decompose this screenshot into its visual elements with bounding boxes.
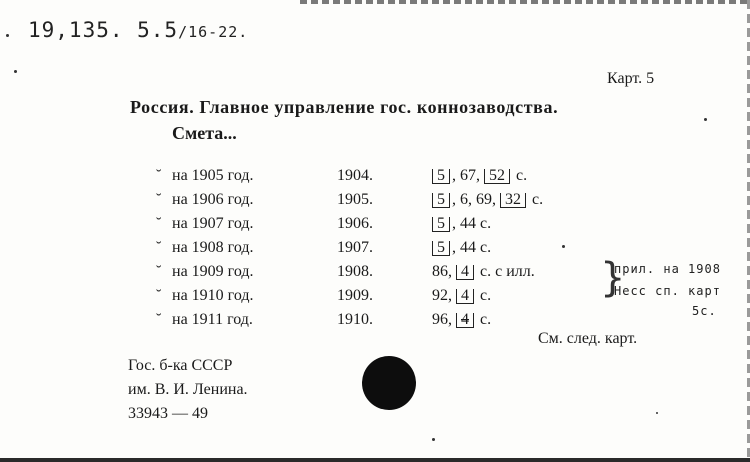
edition-pages: 5 , 44 с. (432, 215, 491, 233)
check-mark: ˘ (156, 287, 162, 304)
check-mark: ˘ (156, 239, 162, 256)
pagination-bracket: 5 (432, 241, 450, 256)
check-mark: ˘ (156, 215, 162, 232)
ink-speck (562, 245, 565, 248)
card-label: Карт. 5 (607, 70, 655, 87)
margin-note-line: Несс сп. карт (614, 284, 721, 298)
edition-title: на 1909 год. (172, 263, 254, 280)
edition-year: 1906. (337, 215, 373, 232)
pagination-bracket: 4 (456, 313, 474, 328)
edition-year: 1910. (337, 311, 373, 328)
card-top-edge (300, 0, 750, 4)
edition-pages: 92, 4 с. (432, 287, 492, 304)
call-number (28, 18, 248, 42)
card-heading: Россия. Главное управление гос. коннозаводства. (130, 97, 559, 117)
card-print-number: 33943 — 49 (128, 405, 208, 422)
check-mark: ˘ (156, 167, 162, 184)
see-next-card-note: См. след. карт. (538, 330, 638, 347)
edition-year: 1904. (337, 167, 373, 184)
pagination-bracket: 52 (484, 169, 510, 184)
check-mark: ˘ (156, 191, 162, 208)
card-bottom-edge (0, 458, 750, 462)
card-heading-continuation: Смета... (172, 123, 237, 143)
library-stamp (128, 354, 248, 426)
pagination-bracket: 5 (432, 217, 450, 232)
library-name: Гос. б-ка СССР (128, 357, 233, 374)
edition-title: на 1908 год. (172, 239, 254, 256)
ink-speck (14, 70, 17, 73)
edition-pages: 5 , 67, 52 с. (432, 167, 527, 185)
ink-speck (656, 412, 658, 414)
ink-speck (432, 438, 435, 441)
edition-pages: 86, 4 с. с илл. (432, 263, 535, 280)
check-mark: ˘ (156, 311, 162, 328)
edition-pages: 96, 4 с. (432, 311, 492, 328)
pagination-bracket: 32 (500, 193, 526, 208)
edition-title: на 1907 год. (172, 215, 254, 232)
margin-note-line: прил. на 1908 (614, 262, 721, 276)
pagination-bracket: 5 (432, 169, 450, 184)
edition-year: 1909. (337, 287, 373, 304)
edition-title: на 1910 год. (172, 287, 254, 304)
margin-note-line: 5с. (692, 304, 717, 318)
edition-year: 1908. (337, 263, 373, 280)
edition-pages: 5 , 6, 69, 32 с. (432, 191, 543, 209)
handwritten-margin-note (600, 255, 748, 324)
pagination-bracket: 4 (456, 289, 474, 304)
ink-speck (6, 34, 9, 37)
call-number-main: 19,135. 5.5 (28, 18, 179, 42)
call-number-fraction: /16-22. (178, 23, 249, 41)
edition-year: 1907. (337, 239, 373, 256)
pagination-bracket: 5 (432, 193, 450, 208)
edition-title: на 1906 год. (172, 191, 254, 208)
pagination-bracket: 4 (456, 265, 474, 280)
ink-speck (704, 118, 707, 121)
punch-hole (362, 356, 416, 410)
edition-title: на 1911 год. (172, 311, 253, 328)
check-mark: ˘ (156, 263, 162, 280)
curly-brace-icon: } (600, 255, 627, 301)
library-name-continuation: им. В. И. Ленина. (128, 381, 248, 398)
edition-title: на 1905 год. (172, 167, 254, 184)
edition-year: 1905. (337, 191, 373, 208)
edition-pages: 5 , 44 с. (432, 239, 491, 257)
